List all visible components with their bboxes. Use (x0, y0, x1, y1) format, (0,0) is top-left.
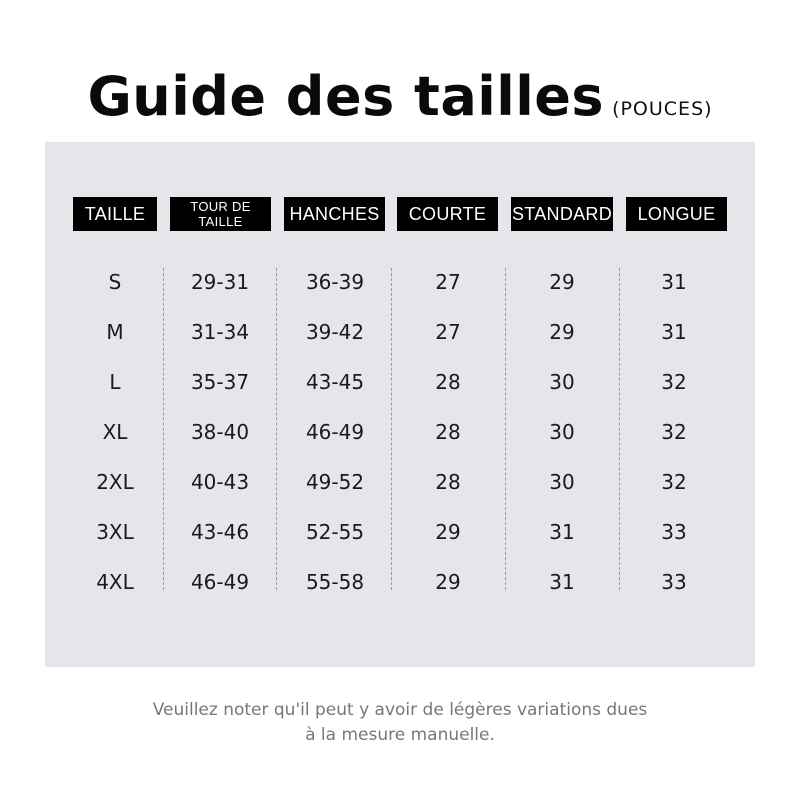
cell-short: 29 (435, 520, 461, 544)
cell-size: M (106, 320, 124, 344)
cell-size: S (108, 270, 122, 294)
header-taille: TAILLE (73, 197, 157, 231)
header-tour-de-taille-line-2: TAILLE (198, 214, 243, 229)
column-divider (276, 268, 277, 590)
disclaimer-line-2: à la mesure manuelle. (305, 725, 495, 745)
cell-long: 31 (661, 320, 687, 344)
cell-long: 31 (661, 270, 687, 294)
cell-size: 4XL (96, 570, 134, 594)
header-longue: LONGUE (626, 197, 727, 231)
cell-long: 33 (661, 570, 687, 594)
column-divider (619, 268, 620, 590)
disclaimer-note (0, 698, 800, 748)
cell-long: 32 (661, 370, 687, 394)
cell-size: 3XL (96, 520, 134, 544)
cell-hips: 49-52 (305, 470, 365, 494)
cell-hips: 43-45 (305, 370, 365, 394)
cell-hips: 39-42 (305, 320, 365, 344)
disclaimer-line-1: Veuillez noter qu'il peut y avoir de légères variations dues (152, 700, 648, 720)
cell-standard: 31 (549, 570, 575, 594)
header-courte: COURTE (397, 197, 498, 231)
cell-waist: 40-43 (190, 470, 250, 494)
cell-standard: 29 (549, 270, 575, 294)
cell-short: 28 (435, 370, 461, 394)
cell-standard: 31 (549, 520, 575, 544)
header-hanches: HANCHES (284, 197, 385, 231)
cell-long: 32 (661, 470, 687, 494)
column-divider (505, 268, 506, 590)
title-row (0, 62, 800, 132)
cell-short: 28 (435, 420, 461, 444)
cell-long: 33 (661, 520, 687, 544)
cell-hips: 36-39 (305, 270, 365, 294)
cell-long: 32 (661, 420, 687, 444)
cell-waist: 43-46 (190, 520, 250, 544)
cell-waist: 29-31 (190, 270, 250, 294)
cell-size: 2XL (96, 470, 134, 494)
cell-waist: 46-49 (190, 570, 250, 594)
cell-size: XL (102, 420, 128, 444)
cell-waist: 31-34 (190, 320, 250, 344)
cell-standard: 29 (549, 320, 575, 344)
cell-short: 28 (435, 470, 461, 494)
cell-standard: 30 (549, 470, 575, 494)
header-standard: STANDARD (511, 197, 613, 231)
header-tour-de-taille (170, 197, 271, 231)
size-table (45, 142, 755, 667)
header-tour-de-taille-line-1: TOUR DE (190, 199, 251, 214)
cell-hips: 52-55 (305, 520, 365, 544)
unit-label: (POUCES) (612, 98, 713, 120)
cell-standard: 30 (549, 370, 575, 394)
cell-short: 27 (435, 320, 461, 344)
column-divider (391, 268, 392, 590)
cell-standard: 30 (549, 420, 575, 444)
cell-waist: 38-40 (190, 420, 250, 444)
page-title: Guide des tailles (87, 65, 605, 128)
cell-hips: 55-58 (305, 570, 365, 594)
cell-short: 27 (435, 270, 461, 294)
cell-short: 29 (435, 570, 461, 594)
cell-size: L (109, 370, 121, 394)
cell-waist: 35-37 (190, 370, 250, 394)
cell-hips: 46-49 (305, 420, 365, 444)
